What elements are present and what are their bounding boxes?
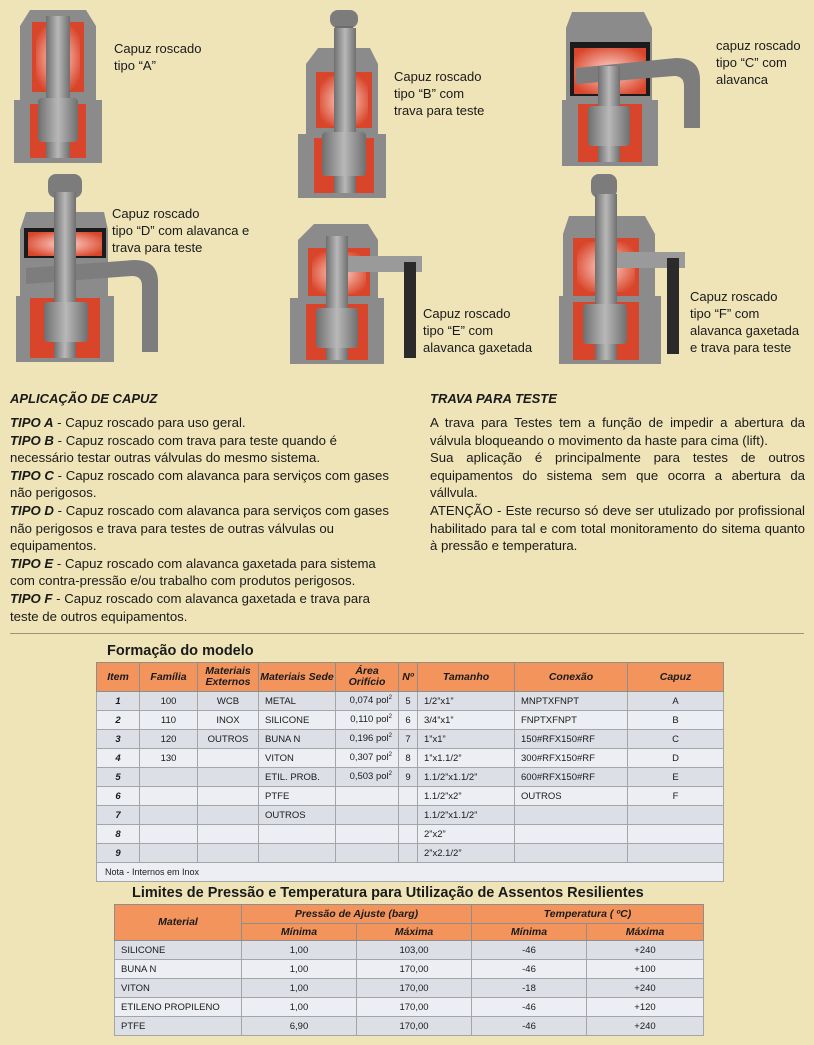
limites-cell: +240 xyxy=(587,979,704,998)
limites-header-1 xyxy=(115,905,704,924)
h-area: Área Orifício xyxy=(336,663,399,692)
limites-cell: -46 xyxy=(472,1017,587,1036)
table-cell: 1/2”x1” xyxy=(418,692,515,711)
table-cell: 7 xyxy=(97,806,140,825)
table-cell: 1”x1” xyxy=(418,730,515,749)
table-cell: 1.1/2”x1.1/2” xyxy=(418,768,515,787)
table-cell: ETIL. PROB. xyxy=(259,768,336,787)
modelo-title: Formação do modelo xyxy=(107,643,254,659)
limites-cell: 170,00 xyxy=(357,960,472,979)
table-cell xyxy=(399,787,418,806)
tipo-f: TIPO F - Capuz roscado com alavanca gaxetada e trava para teste de outros equipamentos. xyxy=(10,590,370,624)
table-cell xyxy=(140,806,198,825)
limites-cell: 1,00 xyxy=(242,979,357,998)
trava-p3: ATENÇÃO - Este recurso só deve ser utulizado por profissional habilitado para tal e com total monitoramento do sitema quanto à pressão e temperatura. xyxy=(430,502,805,554)
h-temp-min: Mínima xyxy=(472,924,587,941)
caption-c: capuz roscado tipo “C” com alavanca xyxy=(716,38,801,87)
table-cell: C xyxy=(628,730,724,749)
aplicacao-list xyxy=(10,414,390,625)
table-cell: OUTROS xyxy=(198,730,259,749)
table-cell: 6 xyxy=(399,711,418,730)
table-cell: 300#RFX150#RF xyxy=(515,749,628,768)
table-cell: 3 xyxy=(97,730,140,749)
table-cell xyxy=(198,768,259,787)
limites-row xyxy=(115,998,704,1017)
trava-p1: A trava para Testes tem a função de impedir a abertura da válvula bloqueando o movimento da haste para cima (lift). xyxy=(430,415,805,448)
caption-d: Capuz roscado tipo “D” com alavanca e trava para teste xyxy=(112,206,250,255)
limites-table xyxy=(114,904,704,1036)
trava-title: TRAVA PARA TESTE xyxy=(430,391,557,406)
table-cell: 9 xyxy=(97,844,140,863)
tipo-a: TIPO A - Capuz roscado para uso geral. xyxy=(10,415,246,430)
table-cell: F xyxy=(628,787,724,806)
limites-cell: -46 xyxy=(472,941,587,960)
table-cell: 0,307 pol$^2$ xyxy=(336,749,399,768)
h-material: Material xyxy=(115,905,242,941)
limites-cell: -46 xyxy=(472,960,587,979)
table-cell: 6 xyxy=(97,787,140,806)
table-cell xyxy=(259,844,336,863)
limites-title: Limites de Pressão e Temperatura para Utilização de Assentos Resilientes xyxy=(132,885,644,901)
table-cell: BUNA N xyxy=(259,730,336,749)
table-cell: 100 xyxy=(140,692,198,711)
table-cell xyxy=(628,844,724,863)
table-cell: 2”x2” xyxy=(418,825,515,844)
limites-cell: 170,00 xyxy=(357,979,472,998)
limites-cell: 170,00 xyxy=(357,998,472,1017)
limites-cell: 1,00 xyxy=(242,941,357,960)
caption-f: Capuz roscado tipo “F” com alavanca gaxetada e trava para teste xyxy=(690,289,800,355)
limites-cell: +240 xyxy=(587,941,704,960)
table-cell xyxy=(515,844,628,863)
h-no: Nº xyxy=(399,663,418,692)
cap-c-figure xyxy=(556,8,716,168)
table-cell: PTFE xyxy=(259,787,336,806)
aplicacao-title: APLICAÇÃO DE CAPUZ xyxy=(10,391,158,406)
table-cell xyxy=(198,806,259,825)
tipo-b: TIPO B - Capuz roscado com trava para teste quando é necessário testar outras válvulas do mesmo sistema. xyxy=(10,432,337,466)
table-cell: 130 xyxy=(140,749,198,768)
h-temp-max: Máxima xyxy=(587,924,704,941)
table-cell: 0,196 pol$^2$ xyxy=(336,730,399,749)
h-pressao-min: Mínima xyxy=(242,924,357,941)
h-pressao-max: Máxima xyxy=(357,924,472,941)
table-cell: 5 xyxy=(97,768,140,787)
limites-cell: BUNA N xyxy=(115,960,242,979)
h-capuz: Capuz xyxy=(628,663,724,692)
table-cell: 150#RFX150#RF xyxy=(515,730,628,749)
table-cell: E xyxy=(628,768,724,787)
limites-cell: +100 xyxy=(587,960,704,979)
table-cell: SILICONE xyxy=(259,711,336,730)
cap-d-figure xyxy=(8,172,168,367)
trava-p2: Sua aplicação é principalmente para testes de outros equipamentos do sistema sem que ocorra a abertura da vállvula. xyxy=(430,450,805,501)
limites-cell: VITON xyxy=(115,979,242,998)
table-cell xyxy=(140,825,198,844)
tipo-e: TIPO E - Capuz roscado com alavanca gaxetada para sistema com contra-pressão e/ou trabalho com produtos perigosos. xyxy=(10,555,376,589)
limites-body xyxy=(115,941,704,1036)
h-pressao: Pressão de Ajuste (barg) xyxy=(242,905,472,924)
limites-cell: +240 xyxy=(587,1017,704,1036)
limites-cell: -18 xyxy=(472,979,587,998)
table-cell: 1.1/2”x1.1/2” xyxy=(418,806,515,825)
cap-e-figure xyxy=(288,222,428,367)
table-cell: A xyxy=(628,692,724,711)
table-cell xyxy=(336,787,399,806)
limites-cell: -46 xyxy=(472,998,587,1017)
cap-a-figure xyxy=(8,8,108,163)
caption-a: Capuz roscado tipo “A” xyxy=(114,41,202,73)
table-row xyxy=(97,730,724,749)
table-cell: 8 xyxy=(399,749,418,768)
table-cell: B xyxy=(628,711,724,730)
limites-cell: PTFE xyxy=(115,1017,242,1036)
table-row xyxy=(97,692,724,711)
table-cell: 2”x2.1/2” xyxy=(418,844,515,863)
table-row xyxy=(97,844,724,863)
table-row xyxy=(97,825,724,844)
table-cell: 2 xyxy=(97,711,140,730)
limites-cell: ETILENO PROPILENO xyxy=(115,998,242,1017)
limites-cell: 103,00 xyxy=(357,941,472,960)
table-cell xyxy=(198,749,259,768)
h-mat-ext: Materiais Externos xyxy=(198,663,259,692)
table-cell xyxy=(628,825,724,844)
tipo-c: TIPO C - Capuz roscado com alavanca para serviços com gases não perigosos. xyxy=(10,467,389,501)
table-cell xyxy=(628,806,724,825)
tipo-d: TIPO D - Capuz roscado com alavanca para serviços com gases não perigosos e trava para testes de outras válvulas ou equipamentos. xyxy=(10,502,389,554)
cap-b-figure xyxy=(290,8,390,198)
table-cell xyxy=(198,825,259,844)
table-cell: OUTROS xyxy=(259,806,336,825)
table-cell: D xyxy=(628,749,724,768)
table-cell: 3/4”x1” xyxy=(418,711,515,730)
table-cell: METAL xyxy=(259,692,336,711)
modelo-table xyxy=(96,662,724,882)
table-cell: MNPTXFNPT xyxy=(515,692,628,711)
modelo-body xyxy=(97,692,724,863)
table-cell: INOX xyxy=(198,711,259,730)
trava-text xyxy=(430,414,805,555)
table-cell xyxy=(515,825,628,844)
table-cell: VITON xyxy=(259,749,336,768)
h-mat-sede: Materiais Sede xyxy=(259,663,336,692)
limites-row xyxy=(115,979,704,998)
table-cell: 110 xyxy=(140,711,198,730)
table-row xyxy=(97,711,724,730)
table-cell xyxy=(399,844,418,863)
table-cell xyxy=(336,844,399,863)
table-cell xyxy=(336,806,399,825)
table-cell xyxy=(198,844,259,863)
limites-cell: 170,00 xyxy=(357,1017,472,1036)
caption-e: Capuz roscado tipo “E” com alavanca gaxetada xyxy=(423,306,533,355)
limites-cell: SILICONE xyxy=(115,941,242,960)
table-cell xyxy=(140,844,198,863)
table-row xyxy=(97,806,724,825)
table-cell xyxy=(399,806,418,825)
divider xyxy=(10,633,804,634)
table-cell: OUTROS xyxy=(515,787,628,806)
table-cell: 0,503 pol$^2$ xyxy=(336,768,399,787)
table-cell: 600#RFX150#RF xyxy=(515,768,628,787)
h-tamanho: Tamanho xyxy=(418,663,515,692)
table-cell: 1.1/2”x2” xyxy=(418,787,515,806)
limites-row xyxy=(115,960,704,979)
modelo-header xyxy=(97,663,724,692)
limites-cell: +120 xyxy=(587,998,704,1017)
table-cell: 1”x1.1/2” xyxy=(418,749,515,768)
table-cell: 0,110 pol$^2$ xyxy=(336,711,399,730)
caption-b: Capuz roscado tipo “B” com trava para teste xyxy=(394,69,485,118)
table-cell xyxy=(259,825,336,844)
table-cell: WCB xyxy=(198,692,259,711)
table-cell: 4 xyxy=(97,749,140,768)
table-row xyxy=(97,768,724,787)
limites-row xyxy=(115,941,704,960)
table-cell xyxy=(198,787,259,806)
table-cell xyxy=(399,825,418,844)
h-item: Item xyxy=(97,663,140,692)
limites-cell: 1,00 xyxy=(242,960,357,979)
h-familia: Família xyxy=(140,663,198,692)
cap-f-figure xyxy=(555,172,690,367)
table-cell: 120 xyxy=(140,730,198,749)
table-cell: 5 xyxy=(399,692,418,711)
limites-cell: 1,00 xyxy=(242,998,357,1017)
table-cell: 7 xyxy=(399,730,418,749)
table-cell xyxy=(515,806,628,825)
h-conexao: Conexão xyxy=(515,663,628,692)
table-cell: 8 xyxy=(97,825,140,844)
limites-cell: 6,90 xyxy=(242,1017,357,1036)
nota: Nota - Internos em Inox xyxy=(97,863,724,882)
table-cell: FNPTXFNPT xyxy=(515,711,628,730)
table-cell: 0,074 pol$^2$ xyxy=(336,692,399,711)
table-cell: 1 xyxy=(97,692,140,711)
nota-row xyxy=(97,863,724,882)
table-row xyxy=(97,749,724,768)
h-temperatura: Temperatura ( ºC) xyxy=(472,905,704,924)
table-cell xyxy=(140,787,198,806)
table-cell: 9 xyxy=(399,768,418,787)
table-cell xyxy=(140,768,198,787)
table-cell xyxy=(336,825,399,844)
table-row xyxy=(97,787,724,806)
limites-row xyxy=(115,1017,704,1036)
